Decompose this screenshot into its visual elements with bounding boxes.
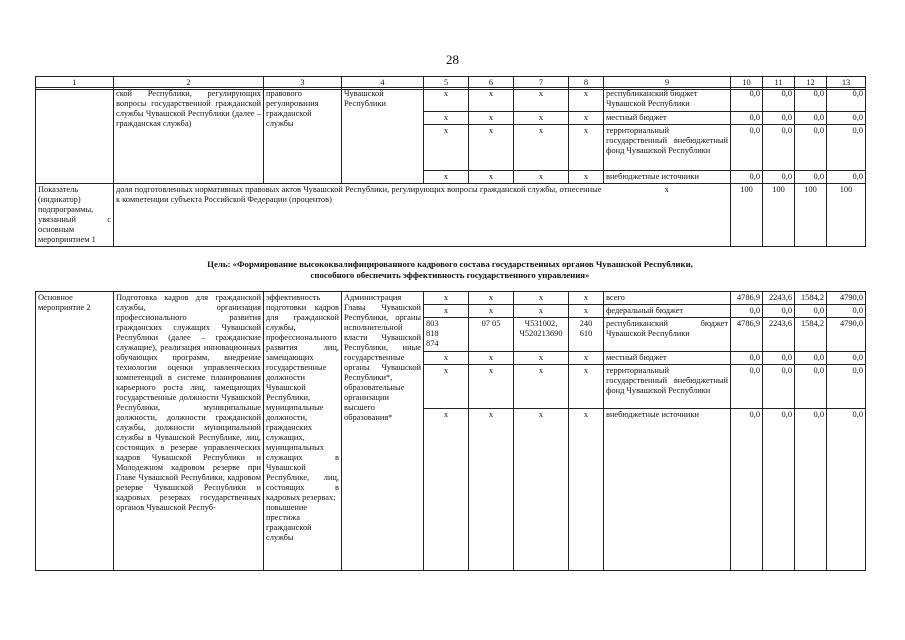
value-2022: 0,0 xyxy=(827,305,866,318)
cell-c5: 803 818 874 xyxy=(424,318,469,352)
cell-c7: х xyxy=(514,125,569,171)
header-col-7: 7 xyxy=(514,77,569,90)
funding-source: республиканский бюджет Чувашской Республики xyxy=(604,88,731,112)
value-2019: 0,0 xyxy=(731,88,763,112)
cell-c7: х xyxy=(514,305,569,318)
value-2020: 2243,6 xyxy=(763,292,795,305)
cell-c7: Ч531002, Ч520213690 xyxy=(514,318,569,352)
goal-line-1: Цель: «Формирование высококвалифицированного кадрового состава государственных органов Чувашской Республики, xyxy=(207,259,693,269)
cell-c8: х xyxy=(569,409,604,571)
value-2021: 0,0 xyxy=(795,125,827,171)
cell-c5: х xyxy=(424,365,469,409)
value-2021: 0,0 xyxy=(795,365,827,409)
header-col-11: 11 xyxy=(763,77,795,90)
value-2021: 0,0 xyxy=(795,305,827,318)
cell-c7: х xyxy=(514,365,569,409)
funding-source: территориальный государственный внебюджетный фонд Чувашской Республики xyxy=(604,365,731,409)
value-2022: 0,0 xyxy=(827,112,866,125)
header-col-5: 5 xyxy=(424,77,469,90)
header-col-1: 1 xyxy=(36,77,114,90)
value-2020: 0,0 xyxy=(763,112,795,125)
activity-1-col1 xyxy=(36,88,114,184)
cell-c8: х xyxy=(569,292,604,305)
header-col-8: 8 xyxy=(569,77,604,90)
header-col-9: 9 xyxy=(604,77,731,90)
value-2021: 0,0 xyxy=(795,352,827,365)
value-2022: 0,0 xyxy=(827,125,866,171)
cell-c5: х xyxy=(424,305,469,318)
activity-2-label: Основное мероприятие 2 xyxy=(36,292,114,571)
indicator-c9: х xyxy=(604,184,731,247)
cell-c8: х xyxy=(569,88,604,112)
value-2022: 0,0 xyxy=(827,171,866,184)
value-2019: 4786,9 xyxy=(731,318,763,352)
cell-c7: х xyxy=(514,171,569,184)
page-number: 28 xyxy=(446,52,459,67)
indicator-2021: 100 xyxy=(795,184,827,247)
cell-c5: х xyxy=(424,171,469,184)
cell-c6: х xyxy=(469,292,514,305)
funding-source: внебюджетные источники xyxy=(604,409,731,571)
cell-c5: х xyxy=(424,88,469,112)
activity-2-executor: Администрация Главы Чувашской Республики, органы исполнительной власти Чувашской Республики, иные государственные органы Чувашской Республики*, образовательные организации высшего образования* xyxy=(342,292,424,571)
goal-line-2: способного обеспечить эффективность государственного управления» xyxy=(310,270,590,280)
indicator-2019: 100 xyxy=(731,184,763,247)
value-2020: 0,0 xyxy=(763,171,795,184)
header-col-3: 3 xyxy=(264,77,342,90)
cell-c8: х xyxy=(569,365,604,409)
cell-c6: х xyxy=(469,352,514,365)
value-2022: 4790,0 xyxy=(827,318,866,352)
activity-1-result: правового регулирования гражданской службы xyxy=(264,88,342,184)
funding-source: местный бюджет xyxy=(604,352,731,365)
cell-c5: х xyxy=(424,409,469,571)
goal-heading xyxy=(35,259,865,281)
funding-source: федеральный бюджет xyxy=(604,305,731,318)
value-2019: 0,0 xyxy=(731,365,763,409)
funding-source: местный бюджет xyxy=(604,112,731,125)
indicator-label: Показатель (индикатор) подпрограммы, увязанный с основным мероприятием 1 xyxy=(36,184,114,247)
value-2019: 0,0 xyxy=(731,352,763,365)
activity-1-table xyxy=(35,87,866,247)
activity-2-result: эффективность подготовки кадров для гражданской службы, профессионального развития лиц, замещающих государственные должности Чувашской Республики, муниципальные должности, гражданских служащих, муниципальных служащих в Чувашской Республике, лиц, состоящих в кадровых резервах; повышение престижа гражданской службы xyxy=(264,292,342,571)
cell-c6: 07 05 xyxy=(469,318,514,352)
funding-source: внебюджетные источники xyxy=(604,171,731,184)
value-2022: 4790,0 xyxy=(827,292,866,305)
cell-c8: х xyxy=(569,125,604,171)
indicator-row xyxy=(36,184,866,247)
value-2021: 0,0 xyxy=(795,88,827,112)
header-col-6: 6 xyxy=(469,77,514,90)
cell-c5: х xyxy=(424,352,469,365)
value-2019: 0,0 xyxy=(731,409,763,571)
cell-c7: х xyxy=(514,88,569,112)
value-2020: 0,0 xyxy=(763,305,795,318)
table-row xyxy=(36,292,866,305)
value-2022: 0,0 xyxy=(827,352,866,365)
header-col-12: 12 xyxy=(795,77,827,90)
header-col-10: 10 xyxy=(731,77,763,90)
cell-c5: х xyxy=(424,125,469,171)
value-2022: 0,0 xyxy=(827,365,866,409)
value-2022: 0,0 xyxy=(827,88,866,112)
cell-c8: х xyxy=(569,305,604,318)
value-2019: 0,0 xyxy=(731,125,763,171)
value-2022: 0,0 xyxy=(827,409,866,571)
header-col-2: 2 xyxy=(114,77,264,90)
value-2020: 2243,6 xyxy=(763,318,795,352)
cell-c8: 240 610 xyxy=(569,318,604,352)
value-2021: 0,0 xyxy=(795,112,827,125)
cell-c6: х xyxy=(469,171,514,184)
cell-c5: х xyxy=(424,112,469,125)
cell-c6: х xyxy=(469,365,514,409)
value-2019: 0,0 xyxy=(731,112,763,125)
cell-c6: х xyxy=(469,409,514,571)
activity-1-executor: Чувашской Республики xyxy=(342,88,424,184)
cell-c7: х xyxy=(514,409,569,571)
cell-c8: х xyxy=(569,112,604,125)
indicator-text: доля подготовленных нормативных правовых актов Чувашской Республики, регулирующих вопросы гражданской службы, отнесенные к компетенции субъекта Российской Федерации (процентов) xyxy=(114,184,604,247)
funding-source: территориальный государственный внебюджетный фонд Чувашской Республики xyxy=(604,125,731,171)
value-2019: 4786,9 xyxy=(731,292,763,305)
cell-c7: х xyxy=(514,292,569,305)
value-2021: 0,0 xyxy=(795,409,827,571)
cell-c8: х xyxy=(569,171,604,184)
funding-source: всего xyxy=(604,292,731,305)
value-2021: 1584,2 xyxy=(795,292,827,305)
cell-c6: х xyxy=(469,88,514,112)
value-2020: 0,0 xyxy=(763,409,795,571)
indicator-2020: 100 xyxy=(763,184,795,247)
cell-c8: х xyxy=(569,352,604,365)
activity-2-description: Подготовка кадров для гражданской службы, организация профессионального развития гражданских служащих Чувашской Республики (далее – гражданские служащие), реализация инновационных обучающих программ, внедрение технологии оценки управленческих компетенций в системе планирования карьерного роста лиц, замещающих государственные должности Чувашской Республики, муниципальные должности, должности гражданской службы, должности муниципальной службы в Чувашской Республике, лиц, состоящих в резерве управленческих кадров Чувашской Республики и Молодежном кадровом резерве при Главе Чувашской Республики, кадровом резерве Чувашской Республики и кадровых резервах государственных органов Чувашской Респуб- xyxy=(114,292,264,571)
activity-1-description: ской Республики, регулирующих вопросы государственной гражданской службы Чувашской Республики (далее – гражданская служба) xyxy=(114,88,264,184)
value-2021: 1584,2 xyxy=(795,318,827,352)
value-2019: 0,0 xyxy=(731,305,763,318)
cell-c6: х xyxy=(469,305,514,318)
header-col-4: 4 xyxy=(342,77,424,90)
funding-source: республиканский бюджет Чувашской Республики xyxy=(604,318,731,352)
table-row xyxy=(36,88,866,112)
indicator-2022: 100 xyxy=(827,184,866,247)
cell-c5: х xyxy=(424,292,469,305)
header-col-13: 13 xyxy=(827,77,866,90)
value-2019: 0,0 xyxy=(731,171,763,184)
cell-c7: х xyxy=(514,112,569,125)
value-2020: 0,0 xyxy=(763,88,795,112)
value-2020: 0,0 xyxy=(763,365,795,409)
cell-c7: х xyxy=(514,352,569,365)
activity-2-table xyxy=(35,291,866,571)
value-2020: 0,0 xyxy=(763,125,795,171)
value-2020: 0,0 xyxy=(763,352,795,365)
cell-c6: х xyxy=(469,112,514,125)
cell-c6: х xyxy=(469,125,514,171)
value-2021: 0,0 xyxy=(795,171,827,184)
